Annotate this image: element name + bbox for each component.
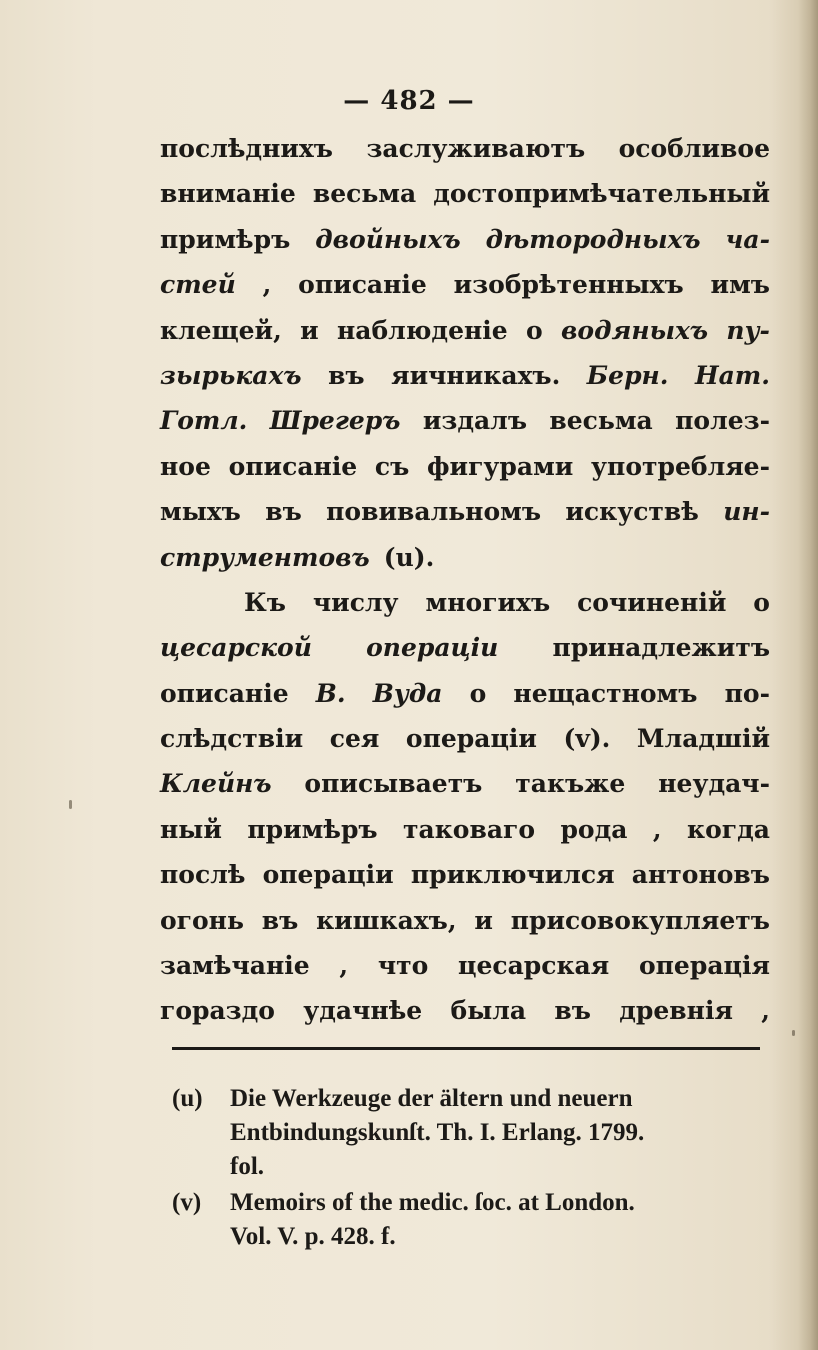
paper-speck [69,800,72,809]
footnote-line: Vol. V. p. 428. f. [230,1223,396,1250]
word: послѣ [160,860,246,890]
text-line [160,761,770,806]
word: Готл. [160,406,248,436]
word: струментовъ [160,542,370,572]
footnote-text [230,1082,772,1184]
word: сея [329,724,380,754]
text-line [160,988,770,1033]
text-line [160,535,770,580]
footnote-separator [172,1047,760,1050]
text-line [160,262,770,307]
word: издалъ [422,406,527,436]
text-line [160,807,770,852]
word: зырькахъ [160,360,302,390]
word: нещастномъ [513,678,698,708]
word: въ [261,905,299,935]
word: описываетъ [304,769,483,799]
word: что [377,951,429,981]
text-line [160,580,770,625]
text-line [160,444,770,489]
word: кишкахъ, [316,905,457,935]
word: въ [554,996,591,1026]
word: ное [160,451,211,481]
word: принадлежитъ [552,633,770,663]
word: операціи [262,860,394,890]
footnote-text [230,1186,772,1254]
footnote-line: Entbindungskunſt. Th. I. Erlang. 1799. [230,1119,645,1146]
text-line [160,898,770,943]
word: операціи [405,724,537,754]
word: (u). [383,542,435,572]
word: вниманіе [160,179,296,209]
word: сочиненій [577,587,727,617]
word: , [652,814,662,844]
word: пу- [726,315,770,345]
word: въ [265,497,302,527]
word: многихъ [425,587,551,617]
word: операціи [366,633,499,663]
word: о [469,678,487,708]
word: по- [724,678,770,708]
text-line [160,217,770,262]
word: гораздо [160,996,275,1026]
word: цесарская [458,951,610,981]
word: Нат. [694,360,770,390]
word: древнія [619,996,733,1026]
paper-speck [792,1030,795,1036]
text-line [160,126,770,171]
word: (v). [563,724,611,754]
word: примѣръ [247,814,378,844]
word: описаніе [298,270,427,300]
word: неудач- [658,769,770,799]
text-line [160,671,770,716]
word: Клейнъ [160,769,272,799]
word: заслуживаютъ [366,134,586,163]
word: ин- [723,497,770,527]
word: приключился [410,860,615,890]
footnote-line: fol. [230,1153,265,1180]
footnote [172,1186,772,1254]
word: удачнѣе [303,996,423,1026]
word: ный [160,814,222,844]
page-number: — 482 — [343,86,475,116]
word: таковаго [403,814,536,844]
word: и [300,315,319,345]
word: Шрегеръ [269,406,401,436]
page-gutter-shadow [798,0,818,1350]
text-line [160,943,770,988]
word: , [262,270,272,300]
word: о [525,315,543,345]
word: водяныхъ [560,315,709,345]
text-line [160,852,770,897]
text-line [160,398,770,443]
main-text [160,126,770,1034]
word: о [753,587,770,617]
text-line [160,716,770,761]
text-line [160,625,770,670]
word: послѣднихъ [160,134,333,163]
word: Къ [244,587,286,617]
word: когда [687,814,770,844]
word: , [339,951,349,981]
word: мыхъ [160,497,241,527]
word: замѣчаніе [160,951,310,981]
word: повивальномъ [326,497,542,527]
word: изобрѣтенныхъ [453,270,684,300]
word: ча- [725,224,770,254]
word: числу [312,587,399,617]
word: наблюденіе [336,315,508,345]
footnote [172,1082,772,1184]
word: Вуда [372,678,443,708]
word: имъ [710,270,770,300]
footnote-line: Die Werkzeuge der ältern und neuern [230,1085,633,1112]
text-line [160,353,770,398]
word: весьма [549,406,653,436]
word: употребляе- [591,451,770,481]
word: рода [560,814,628,844]
word: дѣтородныхъ [485,224,701,254]
word: двойныхъ [315,224,461,254]
word: и [474,905,493,935]
word: описаніе [160,678,289,708]
footnotes [172,1082,772,1256]
word: огонь [160,905,244,935]
word: весьма [312,179,417,209]
word: искуствѣ [565,497,699,527]
word: такъже [515,769,626,799]
word: примѣръ [160,224,291,254]
text-line [160,308,770,353]
word: антоновъ [631,860,770,890]
word: достопримѣчательный [433,179,770,209]
word: Берн. [586,360,669,390]
word: описаніе [228,451,358,481]
word: съ [374,451,410,481]
footnote-mark: (v) [172,1189,202,1216]
word: полез- [675,406,770,436]
word: В. [315,678,346,708]
word: клещей, [160,315,282,345]
footnote-line: Memoirs of the medic. ſoc. at London. [230,1189,635,1216]
word: особливое [618,134,770,163]
footnote-mark: (u) [172,1085,203,1112]
word: Младшій [636,724,770,754]
word: была [450,996,527,1026]
word: фигурами [427,451,574,481]
word: стей [160,270,236,300]
text-line [160,489,770,534]
word: операція [638,951,770,981]
word: слѣдствіи [160,724,304,754]
word: , [761,996,770,1026]
word: яичникахъ. [391,360,561,390]
word: цесарской [160,633,312,663]
word: присовокупляетъ [510,905,770,935]
word: въ [328,360,365,390]
text-line [160,171,770,216]
